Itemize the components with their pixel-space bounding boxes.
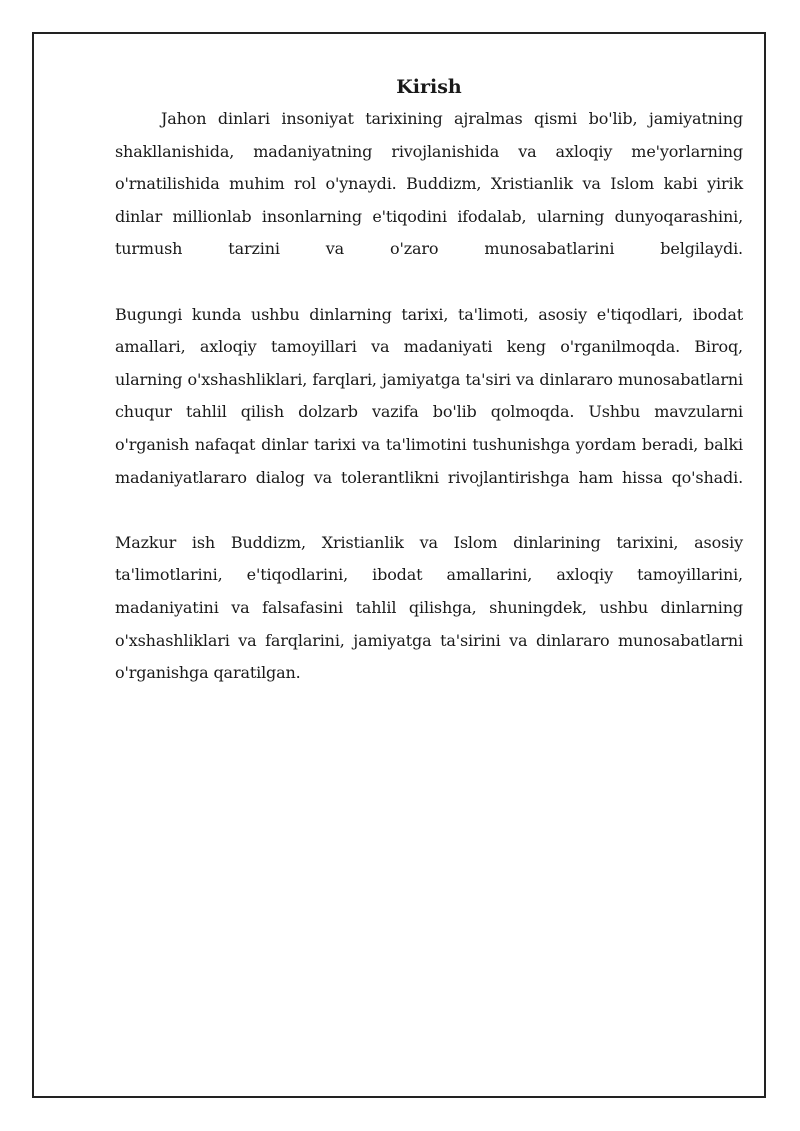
document-body [115,72,743,722]
document-title: Kirish [396,76,462,98]
paragraph-3: Mazkur ish Buddizm, Xristianlik va Islom dinlarining tarixini, asosiy ta'limotlarini, e'tiqodlarini, ibodat amallarini, axloqiy tamoyillarini, madaniyatini va falsafasini tahlil qilishga, shuningdek, ushbu dinlarning o'xshashliklari va farqlarini, jamiyatga ta'sirini va dinlararo munosabatlarni o'rganishga qaratilgan. [115,532,743,683]
paragraph-2: Bugungi kunda ushbu dinlarning tarixi, ta'limoti, asosiy e'tiqodlari, ibodat amallari, axloqiy tamoyillari va madaniyati keng o'rganilmoqda. Biroq, ularning o'xshashliklari, farqlari, jamiyatga ta'siri va dinlararo munosabatlarni chuqur tahlil qilish dolzarb vazifa bo'lib qolmoqda. Ushbu mavzularni o'rganish nafaqat dinlar tarixi va ta'limotini tushunishga yordam beradi, balki madaniyatlararo dialog va tolerantlikni rivojlantirishga ham hissa qo'shadi. [115,304,743,487]
paragraph-1: Jahon dinlari insoniyat tarixining ajralmas qismi bo'lib, jamiyatning shakllanishida, madaniyatning rivojlanishida va axloqiy me'yorlarning o'rnatilishida muhim rol o'ynaydi. Buddizm, Xristianlik va Islom kabi yirik dinlar millionlab insonlarning e'tiqodini ifodalab, ularning dunyoqarashini, turmush tarzini va o'zaro munosabatlarini belgilaydi. [115,109,743,259]
